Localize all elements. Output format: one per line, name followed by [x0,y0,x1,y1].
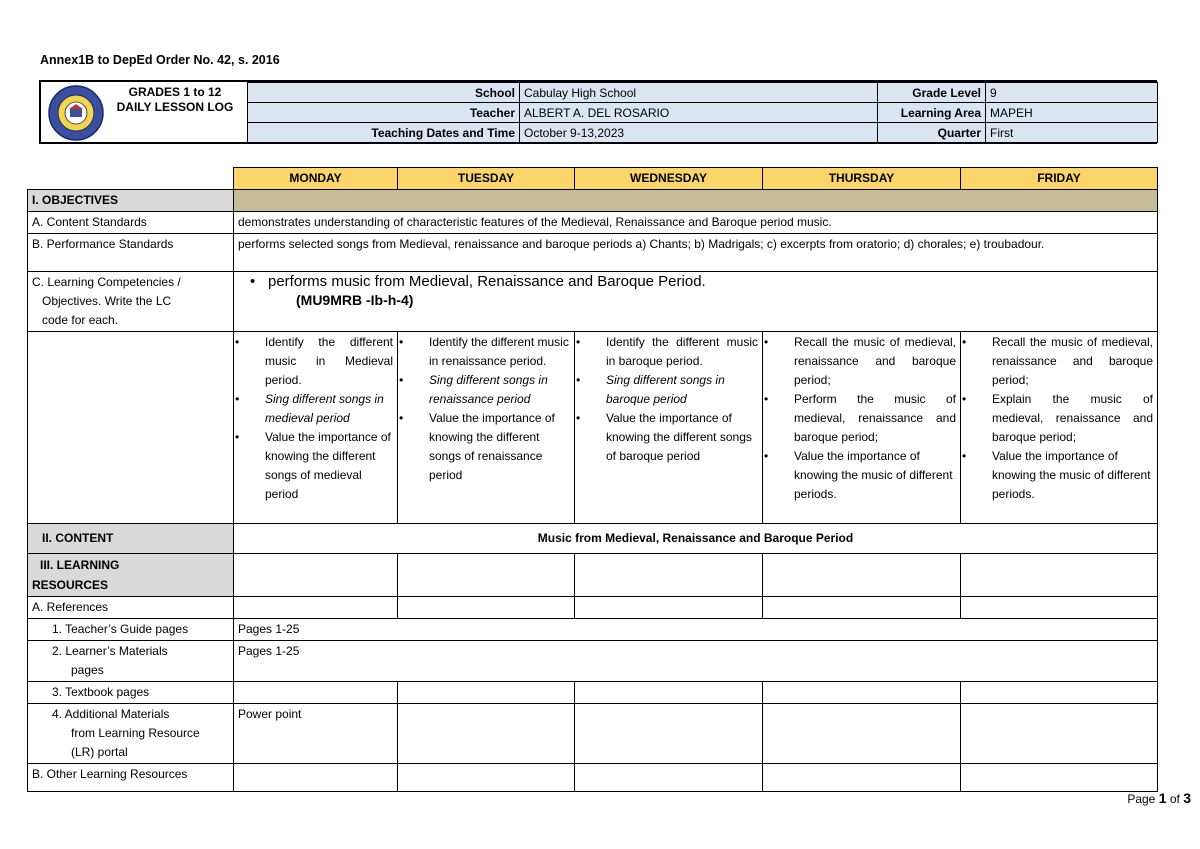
annex-title: Annex1B to DepEd Order No. 42, s. 2016 [40,53,280,67]
grade-level-label: Grade Level [878,83,986,103]
friday-objective-item: • Recall the music of medieval, renaissance and baroque period; [965,333,1153,390]
other-resources-label: B. Other Learning Resources [28,764,234,792]
learning-competencies-label [28,272,234,332]
resources-friday-cell [961,554,1158,597]
additional-materials-value: Power point [234,704,398,764]
teaching-dates-value: October 9-13,2023 [520,123,878,143]
learning-area-label: Learning Area [878,103,986,123]
daily-objectives-label [28,332,234,524]
references-friday-cell [961,597,1158,619]
teachers-guide-label: 1. Teacher’s Guide pages [28,619,234,641]
textbook-pages-label: 3. Textbook pages [28,682,234,704]
learning-area-value: MAPEH [986,103,1158,123]
thursday-objective-item: • Perform the music of medieval, renaissance and baroque period; [767,390,956,447]
school-seal-icon [47,84,105,142]
performance-standards-text: performs selected songs from Medieval, renaissance and baroque periods a) Chants; b) Madrigals; c) excerpts from oratorio; d) chorales; e) troubadour. [234,234,1158,272]
header-title [107,85,243,115]
resources-tuesday-cell [398,554,575,597]
other-monday-cell [234,764,398,792]
references-thursday-cell [763,597,961,619]
learners-materials-label [28,641,234,682]
resources-wednesday-cell [575,554,763,597]
additional-wednesday-cell [575,704,763,764]
day-header-tuesday: TUESDAY [398,168,575,190]
wednesday-objective-item: • Identify the different music in baroque period. [579,333,758,371]
monday-objectives [234,332,398,524]
additional-materials-label [28,704,234,764]
resources-thursday-cell [763,554,961,597]
textbook-tuesday-cell [398,682,575,704]
tuesday-objective-item: • Identify the different music in renaissance period. [402,333,570,371]
monday-objective-item: • Value the importance of knowing the different songs of medieval period [238,428,393,504]
content-section-title: II. CONTENT [28,524,234,554]
textbook-thursday-cell [763,682,961,704]
other-thursday-cell [763,764,961,792]
teacher-value: ALBERT A. DEL ROSARIO [520,103,878,123]
references-wednesday-cell [575,597,763,619]
textbook-friday-cell [961,682,1158,704]
wednesday-objective-item: • Sing different songs in baroque period [579,371,758,409]
objectives-section-title: I. OBJECTIVES [28,190,234,212]
school-value: Cabulay High School [520,83,878,103]
page-total: 3 [1183,790,1191,806]
friday-objective-item: • Explain the music of medieval, renaissance and baroque period; [965,390,1153,447]
competency-text: • performs music from Medieval, Renaissance and Baroque Period. [238,273,1153,291]
quarter-label: Quarter [878,123,986,143]
friday-objectives [961,332,1158,524]
day-header-thursday: THURSDAY [763,168,961,190]
other-tuesday-cell [398,764,575,792]
day-header-monday: MONDAY [234,168,398,190]
wednesday-objectives [575,332,763,524]
content-standards-text: demonstrates understanding of characteristic features of the Medieval, Renaissance and Baroque period music. [234,212,1158,234]
textbook-wednesday-cell [575,682,763,704]
additional-friday-cell [961,704,1158,764]
performance-standards-label: B. Performance Standards [28,234,234,272]
page-word: Page [1127,792,1156,806]
grade-level-value: 9 [986,83,1158,103]
competency-label-line1: C. Learning Competencies / [32,275,181,289]
additional-materials-label-line3: (LR) portal [71,745,128,759]
additional-tuesday-cell [398,704,575,764]
thursday-objective-item: • Value the importance of knowing the music of different periods. [767,447,956,504]
day-header-wednesday: WEDNESDAY [575,168,763,190]
tuesday-objective-item: • Sing different songs in renaissance period [402,371,570,409]
teaching-dates-label: Teaching Dates and Time [248,123,520,143]
blank-corner [28,168,234,190]
other-friday-cell [961,764,1158,792]
additional-materials-label-line1: 4. Additional Materials [52,707,170,721]
school-label: School [248,83,520,103]
textbook-monday-cell [234,682,398,704]
learners-materials-value: Pages 1-25 [234,641,1158,682]
learning-resources-title-line2: RESOURCES [32,578,109,592]
tuesday-objective-item: • Value the importance of knowing the different songs of renaissance period [402,409,570,485]
page-current: 1 [1158,790,1167,806]
references-monday-cell [234,597,398,619]
teacher-label: Teacher [248,103,520,123]
thursday-objective-item: • Recall the music of medieval, renaissance and baroque period; [767,333,956,390]
other-wednesday-cell [575,764,763,792]
header-title-line2: DAILY LESSON LOG [116,100,234,114]
competency-code: (MU9MRB -Ib-h-4) [296,292,414,308]
learning-resources-title [28,554,234,597]
additional-thursday-cell [763,704,961,764]
learners-materials-label-line1: 2. Learner’s Materials [52,644,168,658]
page-number [1127,790,1191,806]
lesson-log-header [39,80,1157,144]
objectives-section-band [234,190,1158,212]
header-info-grid [247,82,1158,143]
competency-label-line2: Objectives. Write the LC [42,294,172,308]
header-title-line1: GRADES 1 to 12 [128,85,222,99]
of-word: of [1169,792,1180,806]
day-header-friday: FRIDAY [961,168,1158,190]
learners-materials-label-line2: pages [71,663,104,677]
references-label: A. References [28,597,234,619]
competency-label-line3: code for each. [42,313,119,327]
header-title-block [41,82,244,142]
resources-monday-cell [234,554,398,597]
wednesday-objective-item: • Value the importance of knowing the different songs of baroque period [579,409,758,466]
quarter-value: First [986,123,1158,143]
learning-competencies-cell [234,272,1158,332]
additional-materials-label-line2: from Learning Resource [71,726,200,740]
monday-objective-item: • Identify the different music in Medieval period. [238,333,393,390]
tuesday-objectives [398,332,575,524]
learning-resources-title-line1: III. LEARNING [40,558,120,572]
lesson-log-table [27,167,1158,792]
content-standards-label: A. Content Standards [28,212,234,234]
friday-objective-item: • Value the importance of knowing the music of different periods. [965,447,1153,504]
references-tuesday-cell [398,597,575,619]
teachers-guide-value: Pages 1-25 [234,619,1158,641]
thursday-objectives [763,332,961,524]
monday-objective-item: • Sing different songs in medieval period [238,390,393,428]
content-title: Music from Medieval, Renaissance and Baroque Period [234,524,1158,554]
